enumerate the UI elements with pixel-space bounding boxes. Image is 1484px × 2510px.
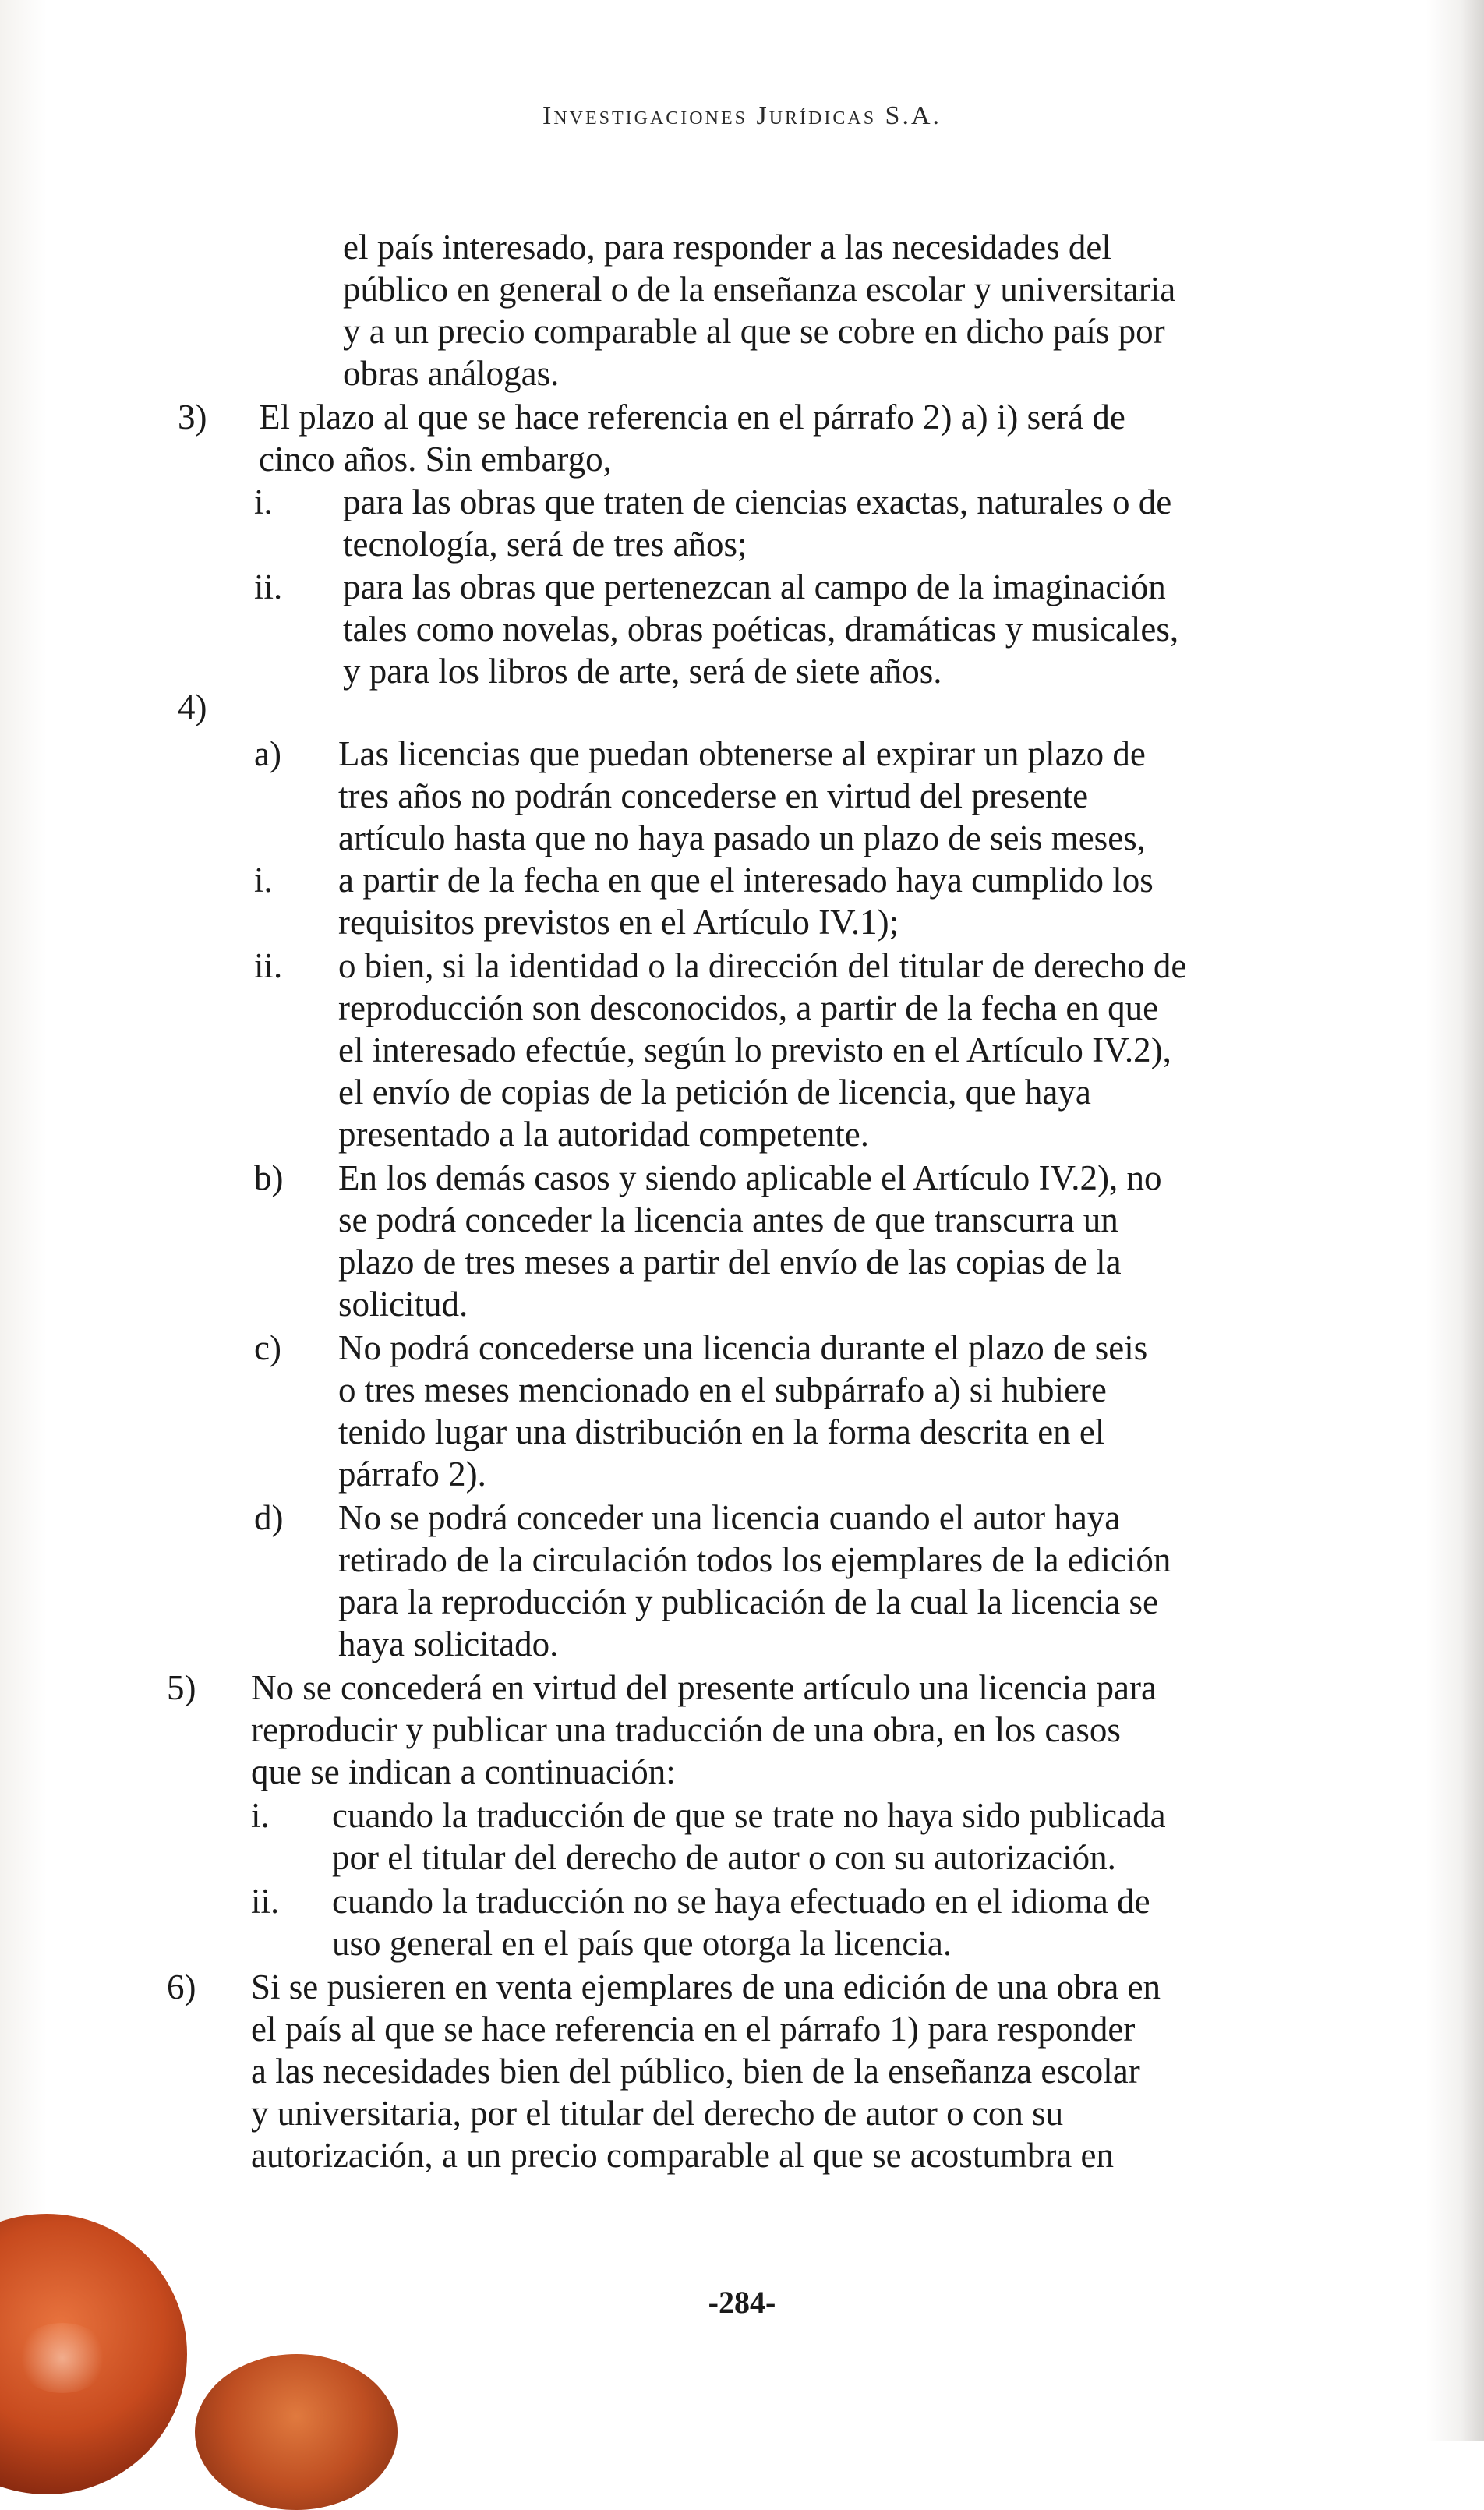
text-line: para la reproducción y publicación de la cual la licencia se	[338, 1582, 1158, 1621]
text-line: o tres meses mencionado en el subpárrafo a) si hubiere	[338, 1370, 1107, 1409]
text-line: para las obras que traten de ciencias exactas, naturales o de	[343, 483, 1172, 521]
text-line: tres años no podrán concederse en virtud del presente	[338, 776, 1089, 815]
text-line: cinco años. Sin embargo,	[259, 440, 612, 479]
text-line: Si se pusieren en venta ejemplares de una edición de una obra en	[251, 1967, 1161, 2006]
text-line: a las necesidades bien del público, bien de la enseñanza escolar	[251, 2052, 1140, 2091]
page-number: -284-	[708, 2285, 776, 2320]
list-marker: 5)	[167, 1668, 196, 1707]
text-line: presentado a la autoridad competente.	[338, 1115, 869, 1154]
text-line: el interesado efectúe, según lo previsto en el Artículo IV.2),	[338, 1031, 1171, 1069]
list-marker: b)	[254, 1158, 284, 1197]
text-line: No se concederá en virtud del presente artículo una licencia para	[251, 1668, 1157, 1707]
list-marker: a)	[254, 734, 281, 773]
text-line: uso general en el país que otorga la licencia.	[332, 1924, 952, 1963]
text-line: En los demás casos y siendo aplicable el Artículo IV.2), no	[338, 1158, 1162, 1197]
text-line: que se indican a continuación:	[251, 1752, 676, 1791]
text-line: párrafo 2).	[338, 1455, 486, 1494]
text-line: y a un precio comparable al que se cobre en dicho país por	[343, 312, 1165, 351]
text-line: El plazo al que se hace referencia en el párrafo 2) a) i) será de	[259, 398, 1125, 437]
finger-artifact	[195, 2354, 398, 2510]
list-marker: d)	[254, 1498, 284, 1537]
text-line: reproducción son desconocidos, a partir de la fecha en que	[338, 988, 1159, 1027]
list-marker: i.	[251, 1796, 270, 1835]
page-edge-shadow	[1461, 0, 1484, 2441]
text-line: tales como novelas, obras poéticas, dramáticas y musicales,	[343, 610, 1179, 649]
text-line: se podrá conceder la licencia antes de que transcurra un	[338, 1200, 1118, 1239]
text-line: tenido lugar una distribución en la forma descrita en el	[338, 1412, 1105, 1451]
text-line: solicitud.	[338, 1285, 468, 1324]
list-marker: 6)	[167, 1967, 196, 2006]
text-line: por el titular del derecho de autor o con su autorización.	[332, 1838, 1116, 1877]
text-line: y universitaria, por el titular del derecho de autor o con su	[251, 2094, 1064, 2133]
text-line: a partir de la fecha en que el interesado haya cumplido los	[338, 861, 1154, 900]
text-line: o bien, si la identidad o la dirección del titular de derecho de	[338, 946, 1187, 985]
text-line: No podrá concederse una licencia durante el plazo de seis	[338, 1328, 1148, 1367]
text-line: No se podrá conceder una licencia cuando el autor haya	[338, 1498, 1121, 1537]
thumbnail-highlight	[16, 2323, 109, 2393]
list-marker: 3)	[178, 398, 207, 437]
list-marker: ii.	[251, 1882, 280, 1921]
list-marker: i.	[254, 483, 273, 521]
list-marker: i.	[254, 861, 273, 900]
text-line: haya solicitado.	[338, 1624, 559, 1663]
text-line: el país al que se hace referencia en el párrafo 1) para responder	[251, 2010, 1136, 2049]
text-line: autorización, a un precio comparable al que se acostumbra en	[251, 2136, 1115, 2175]
text-line: retirado de la circulación todos los ejemplares de la edición	[338, 1540, 1171, 1579]
text-line: plazo de tres meses a partir del envío de las copias de la	[338, 1243, 1122, 1282]
text-line: requisitos previstos en el Artículo IV.1);	[338, 903, 899, 942]
text-line: reproducir y publicar una traducción de una obra, en los casos	[251, 1710, 1121, 1749]
list-marker: c)	[254, 1328, 281, 1367]
list-marker: ii.	[254, 946, 283, 985]
running-header: Investigaciones Jurídicas S.A.	[542, 101, 942, 130]
text-line: tecnología, será de tres años;	[343, 525, 747, 564]
text-line: cuando la traducción de que se trate no haya sido publicada	[332, 1796, 1166, 1835]
text-line: para las obras que pertenezcan al campo de la imaginación	[343, 567, 1166, 606]
list-marker: ii.	[254, 567, 283, 606]
text-line: artículo hasta que no haya pasado un plazo de seis meses,	[338, 818, 1146, 857]
text-line: obras análogas.	[343, 354, 560, 393]
text-line: Las licencias que puedan obtenerse al expirar un plazo de	[338, 734, 1146, 773]
list-marker: 4)	[178, 688, 207, 726]
text-line: público en general o de la enseñanza escolar y universitaria	[343, 270, 1176, 309]
text-line: el envío de copias de la petición de licencia, que haya	[338, 1073, 1091, 1112]
text-line: y para los libros de arte, será de siete años.	[343, 652, 942, 691]
text-line: cuando la traducción no se haya efectuado en el idioma de	[332, 1882, 1150, 1921]
text-line: el país interesado, para responder a las necesidades del	[343, 228, 1111, 267]
